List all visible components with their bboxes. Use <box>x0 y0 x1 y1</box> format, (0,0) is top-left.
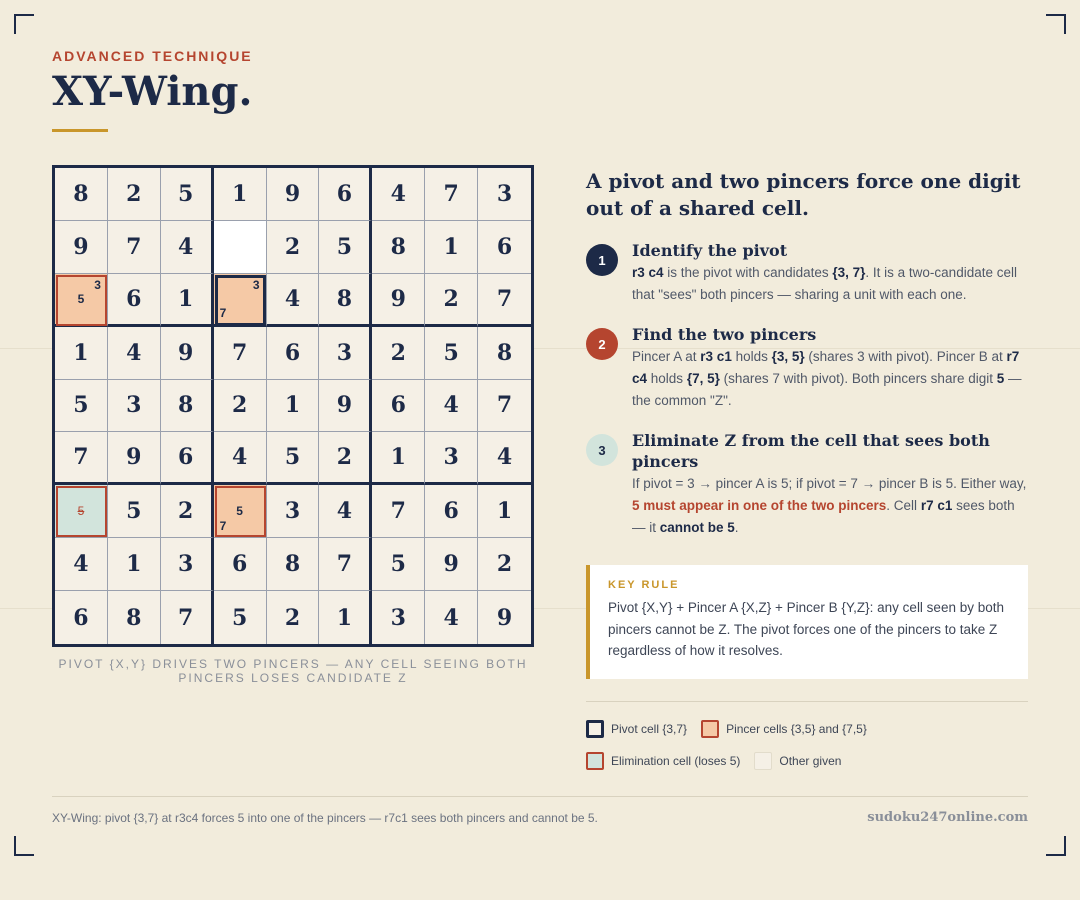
given-cell: 2 <box>214 380 267 433</box>
step-1 <box>586 240 1028 306</box>
key-rule-text: Pivot {X,Y} + Pincer A {X,Z} + Pincer B {Y,Z}: any cell seen by both pincers cannot be Z. The pivot forces one of the pincers to take Z regardless of how it resolves. <box>608 600 1004 658</box>
legend-item-other <box>754 752 841 770</box>
grid-caption: PIVOT {X,Y} DRIVES TWO PINCERS — ANY CELL SEEING BOTH PINCERS LOSES CANDIDATE Z <box>58 657 528 685</box>
given-cell: 5 <box>55 380 108 433</box>
given-cell: 3 <box>319 327 372 380</box>
given-cell: 8 <box>55 168 108 221</box>
step-body: r3 c4 is the pivot with candidates {3, 7}. It is a two-candidate cell that "sees" both pincers — sharing a unit with each one. <box>632 265 1017 302</box>
given-cell: 6 <box>425 485 478 538</box>
given-cell: 3 <box>478 168 531 221</box>
given-cell: 9 <box>161 327 214 380</box>
candidate: 7 <box>219 305 227 320</box>
given-cell: 4 <box>319 485 372 538</box>
site-name: sudoku247online.com <box>867 810 1028 825</box>
page-title: XY-Wing. <box>52 68 253 115</box>
given-cell: 5 <box>319 221 372 274</box>
given-cell: 3 <box>267 485 320 538</box>
given-cell: 2 <box>267 591 320 644</box>
corner-mark-top-left <box>14 14 34 34</box>
step-title: Identify the pivot <box>632 241 788 260</box>
step-body: Pincer A at r3 c1 holds {3, 5} (shares 3 with pivot). Pincer B at r7 c4 holds {7, 5} (shares 7 with pivot). Both pincers share digit 5 — the common "Z". <box>632 349 1022 408</box>
given-cell: 4 <box>267 274 320 327</box>
explanation-headline: A pivot and two pincers force one digit out of a shared cell. <box>586 169 1021 220</box>
given-cell: 8 <box>319 274 372 327</box>
legend <box>586 718 1028 782</box>
given-cell: 3 <box>108 380 161 433</box>
given-cell: 1 <box>108 538 161 591</box>
given-cell: 4 <box>478 432 531 485</box>
pivot-swatch <box>586 720 604 738</box>
given-cell: 8 <box>161 380 214 433</box>
given-cell: 7 <box>214 327 267 380</box>
title-underline <box>52 129 108 132</box>
candidate: 3 <box>94 277 101 292</box>
given-cell: 1 <box>161 274 214 327</box>
other-given-swatch <box>754 752 772 770</box>
step-body: If pivot = 3 → pincer A is 5; if pivot = 7 → pincer B is 5. Either way, 5 must appear in one of the two pincers. Cell r7 c1 sees both — it cannot be 5. <box>632 476 1027 535</box>
given-cell: 9 <box>108 432 161 485</box>
corner-mark-top-right <box>1046 14 1066 34</box>
given-cell: 6 <box>478 221 531 274</box>
given-cell: 2 <box>161 485 214 538</box>
given-cell: 7 <box>108 221 161 274</box>
given-cell: 7 <box>425 168 478 221</box>
legend-divider <box>586 701 1028 702</box>
given-cell: 8 <box>478 327 531 380</box>
legend-label: Elimination cell (loses 5) <box>611 754 741 768</box>
given-cell: 2 <box>108 168 161 221</box>
empty-cell <box>214 221 267 274</box>
given-cell: 7 <box>319 538 372 591</box>
step-number-badge: 1 <box>586 244 618 276</box>
given-cell: 2 <box>319 432 372 485</box>
given-cell: 4 <box>425 380 478 433</box>
given-cell: 6 <box>108 274 161 327</box>
given-cell: 7 <box>478 274 531 327</box>
given-cell: 9 <box>372 274 425 327</box>
legend-label: Other given <box>779 754 842 768</box>
given-cell: 4 <box>55 538 108 591</box>
given-cell: 5 <box>108 485 161 538</box>
given-cell: 3 <box>372 591 425 644</box>
corner-mark-bottom-left <box>14 836 34 856</box>
given-cell: 5 <box>372 538 425 591</box>
given-cell: 1 <box>372 432 425 485</box>
given-cell: 9 <box>55 221 108 274</box>
given-cell: 3 <box>425 432 478 485</box>
given-cell: 9 <box>319 380 372 433</box>
pincer-cell-b <box>214 485 267 538</box>
footer-note: XY-Wing: pivot {3,7} at r3c4 forces 5 into one of the pincers — r7c1 sees both pincers and cannot be 5. <box>52 811 598 825</box>
given-cell: 6 <box>319 168 372 221</box>
legend-item-elimination <box>586 752 740 770</box>
given-cell: 9 <box>425 538 478 591</box>
given-cell: 4 <box>161 221 214 274</box>
explanation-panel <box>586 168 1028 539</box>
candidate: 5 <box>77 291 85 306</box>
given-cell: 9 <box>478 591 531 644</box>
given-cell: 2 <box>478 538 531 591</box>
corner-mark-bottom-right <box>1046 836 1066 856</box>
step-number-badge: 2 <box>586 328 618 360</box>
candidate: 7 <box>219 519 227 534</box>
given-cell: 6 <box>214 538 267 591</box>
candidate: 3 <box>252 277 260 292</box>
eliminated-candidate: 5 <box>77 504 85 519</box>
given-cell: 2 <box>267 221 320 274</box>
step-title: Eliminate Z from the cell that sees both pincers <box>632 431 990 471</box>
given-cell: 6 <box>372 380 425 433</box>
given-cell: 7 <box>478 380 531 433</box>
key-rule-label: KEY RULE <box>608 579 680 591</box>
given-cell: 5 <box>425 327 478 380</box>
given-cell: 2 <box>425 274 478 327</box>
given-cell: 1 <box>267 380 320 433</box>
given-cell: 7 <box>372 485 425 538</box>
elimination-cell <box>55 485 108 538</box>
given-cell: 8 <box>108 591 161 644</box>
given-cell: 1 <box>319 591 372 644</box>
key-rule-callout <box>586 565 1028 679</box>
eyebrow-label: ADVANCED TECHNIQUE <box>52 48 253 64</box>
given-cell: 8 <box>372 221 425 274</box>
step-title: Find the two pincers <box>632 325 817 344</box>
given-cell: 2 <box>372 327 425 380</box>
legend-item-pincer <box>701 720 867 738</box>
given-cell: 7 <box>161 591 214 644</box>
given-cell: 1 <box>214 168 267 221</box>
legend-label: Pincer cells {3,5} and {7,5} <box>726 722 867 736</box>
step-2 <box>586 324 1028 412</box>
given-cell: 7 <box>55 432 108 485</box>
step-3 <box>586 430 1028 539</box>
given-cell: 6 <box>267 327 320 380</box>
given-cell: 9 <box>267 168 320 221</box>
given-cell: 5 <box>161 168 214 221</box>
step-number-badge: 3 <box>586 434 618 466</box>
given-cell: 4 <box>372 168 425 221</box>
given-cell: 5 <box>214 591 267 644</box>
given-cell: 4 <box>214 432 267 485</box>
given-cell: 6 <box>161 432 214 485</box>
given-cell: 4 <box>108 327 161 380</box>
sudoku-grid <box>52 165 534 647</box>
pincer-swatch <box>701 720 719 738</box>
legend-item-pivot <box>586 720 687 738</box>
given-cell: 3 <box>161 538 214 591</box>
pincer-cell-a <box>55 274 108 327</box>
given-cell: 5 <box>267 432 320 485</box>
candidate: 5 <box>236 504 243 519</box>
footer-divider <box>52 796 1028 797</box>
pivot-cell <box>214 274 267 327</box>
elimination-swatch <box>586 752 604 770</box>
given-cell: 8 <box>267 538 320 591</box>
given-cell: 1 <box>478 485 531 538</box>
given-cell: 1 <box>55 327 108 380</box>
given-cell: 6 <box>55 591 108 644</box>
given-cell: 1 <box>425 221 478 274</box>
legend-label: Pivot cell {3,7} <box>611 722 688 736</box>
given-cell: 4 <box>425 591 478 644</box>
